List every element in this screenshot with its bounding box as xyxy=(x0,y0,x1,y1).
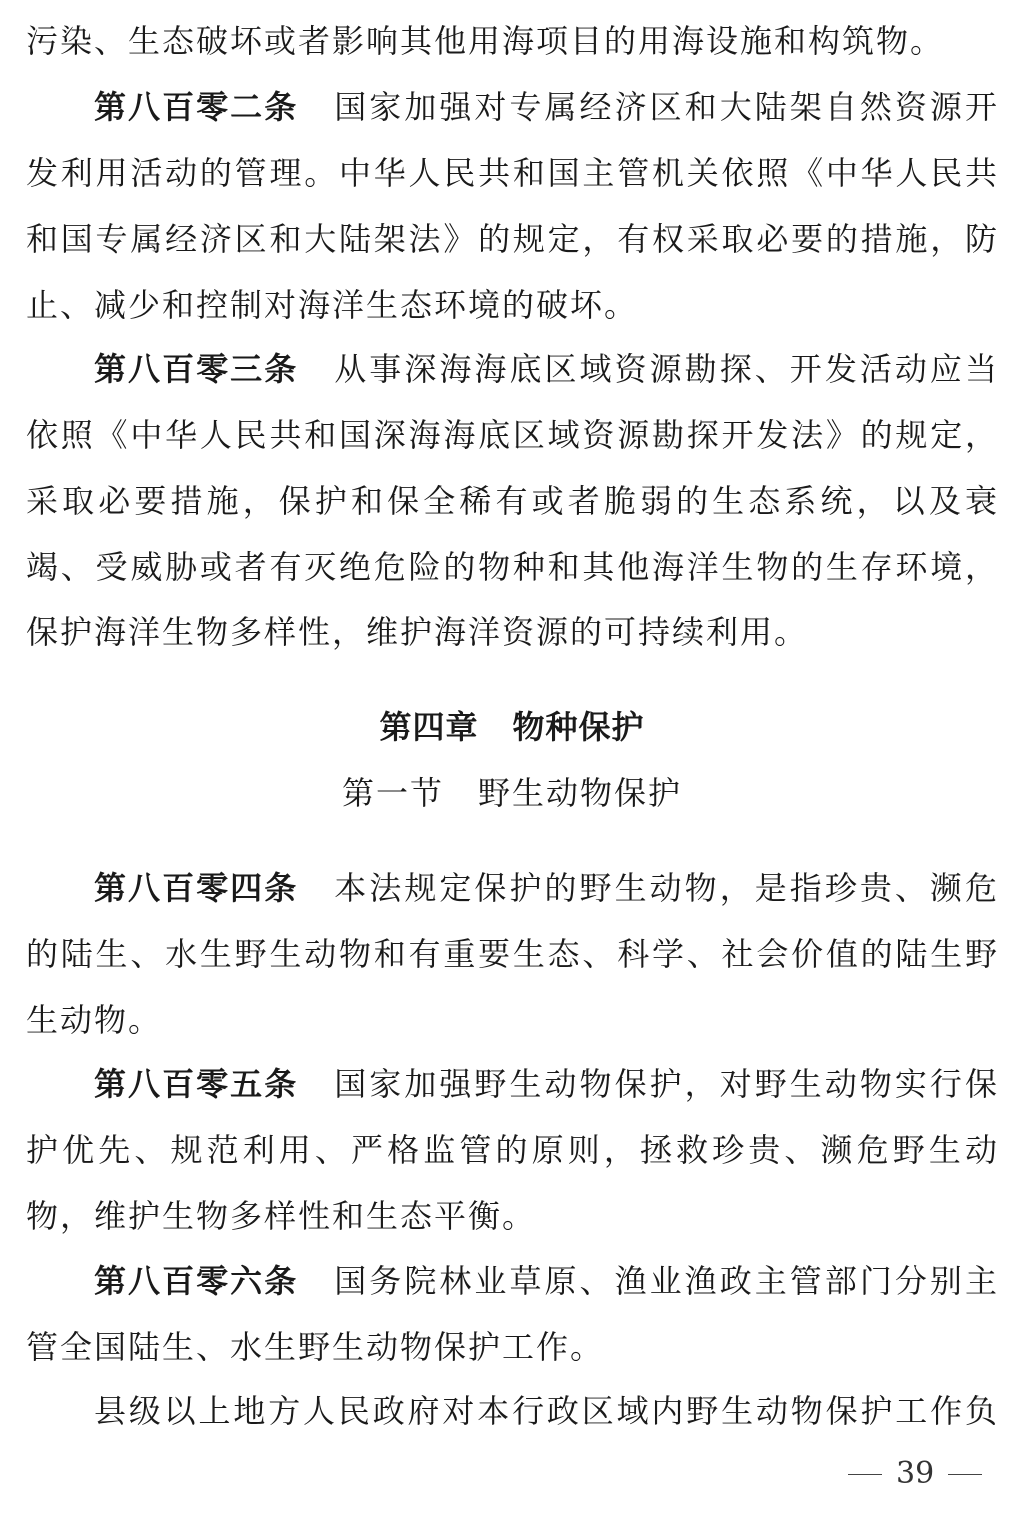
paragraph-line: 物，维护生物多样性和生态平衡。 xyxy=(26,1197,537,1235)
chapter-number: 第四章 xyxy=(379,708,479,746)
chapter-heading xyxy=(0,702,1024,752)
paragraph-line: 护优先、规范利用、严格监管的原则，拯救珍贵、濒危野生动 xyxy=(26,1131,999,1169)
article-805-first-line xyxy=(94,1059,999,1109)
article-number: 第八百零三条 xyxy=(94,350,299,388)
article-text: 国家加强对专属经济区和大陆架自然资源开 xyxy=(334,88,999,126)
article-text: 国家加强野生动物保护，对野生动物实行保 xyxy=(334,1065,999,1103)
paragraph-line: 发利用活动的管理。中华人民共和国主管机关依照《中华人民共 xyxy=(26,154,999,192)
article-802-first-line xyxy=(94,82,999,132)
paragraph-line: 止、减少和控制对海洋生态环境的破坏。 xyxy=(26,286,639,324)
footer-dash-left xyxy=(848,1474,882,1475)
section-number: 第一节 xyxy=(341,774,444,812)
article-number: 第八百零二条 xyxy=(94,88,299,126)
paragraph-line: 和国专属经济区和大陆架法》的规定，有权采取必要的措施，防 xyxy=(26,220,999,258)
article-text: 国务院林业草原、渔业渔政主管部门分别主 xyxy=(334,1262,999,1300)
paragraph-line: 竭、受威胁或者有灭绝危险的物种和其他海洋生物的生存环境， xyxy=(26,548,999,586)
paragraph-line: 采取必要措施，保护和保全稀有或者脆弱的生态系统，以及衰 xyxy=(26,482,999,520)
paragraph-line: 管全国陆生、水生野生动物保护工作。 xyxy=(26,1328,605,1366)
article-text: 本法规定保护的野生动物，是指珍贵、濒危 xyxy=(334,869,999,907)
chapter-title: 物种保护 xyxy=(512,708,645,746)
article-804-first-line xyxy=(94,863,999,913)
article-number: 第八百零四条 xyxy=(94,869,299,907)
paragraph-line: 保护海洋生物多样性，维护海洋资源的可持续利用。 xyxy=(26,613,809,651)
page-number: 39 xyxy=(896,1456,935,1491)
paragraph-line: 依照《中华人民共和国深海海底区域资源勘探开发法》的规定， xyxy=(26,416,999,454)
paragraph-line: 县级以上地方人民政府对本行政区域内野生动物保护工作负 xyxy=(94,1392,999,1430)
section-heading xyxy=(0,768,1024,818)
article-806-first-line xyxy=(94,1256,999,1306)
article-number: 第八百零六条 xyxy=(94,1262,299,1300)
paragraph-line: 污染、生态破坏或者影响其他用海项目的用海设施和构筑物。 xyxy=(26,22,945,60)
paragraph-line: 生动物。 xyxy=(26,1001,163,1039)
article-number: 第八百零五条 xyxy=(94,1065,299,1103)
article-803-first-line xyxy=(94,344,999,394)
article-text: 从事深海海底区域资源勘探、开发活动应当 xyxy=(334,350,999,388)
paragraph-line: 的陆生、水生野生动物和有重要生态、科学、社会价值的陆生野 xyxy=(26,935,999,973)
footer-dash-right xyxy=(948,1474,982,1475)
page-footer xyxy=(848,1454,982,1494)
section-title: 野生动物保护 xyxy=(478,774,683,812)
